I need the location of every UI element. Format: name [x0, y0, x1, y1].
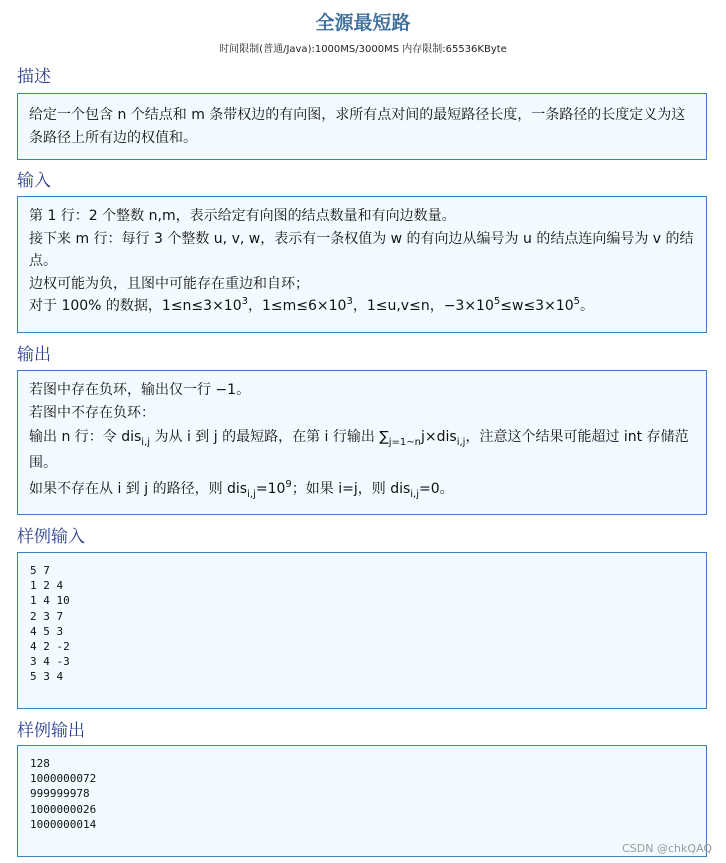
- description-heading: 描述: [17, 67, 51, 87]
- output-line-4: 如果不存在从 i 到 j 的路径，则 $dis_{i,j}=10^9$；如果 i=j，则 dis$_{i,j}$=0。: [29, 479, 454, 500]
- page-title: 全源最短路: [315, 12, 411, 34]
- output-heading: 输出: [17, 345, 51, 365]
- input-constraints: 对于 100% 的数据，$1\le n\le 3\times 10^3$，$1\le m\le 6\times 10^3$，1≤u,v≤n，$-3\times 10^5\le w\le 3\times 10^5$。: [29, 296, 595, 314]
- description-box: [17, 93, 707, 160]
- sample-output-content: 128 1000000072 999999978 1000000026 1000000014: [30, 757, 97, 831]
- watermark: CSDN @chkQAQ: [622, 842, 712, 855]
- input-heading: 输入: [17, 171, 51, 191]
- input-line-2: 接下来 m 行：每行 3 个整数 u, v, w，表示有一条权值为 w 的有向边从编号为 u 的结点连向编号为 v 的结点。: [29, 230, 694, 269]
- output-line-2: 若图中不存在负环：: [29, 404, 155, 421]
- output-line-1: 若图中存在负环，输出仅一行 −1。: [29, 382, 251, 398]
- input-line-1: 第 1 行：2 个整数 n,m，表示给定有向图的结点数量和有向边数量。: [29, 208, 456, 224]
- sample-output-heading: 样例输出: [17, 721, 85, 741]
- sample-input-box: [17, 552, 707, 709]
- description-text: 给定一个包含 n 个结点和 m 条带权边的有向图，求所有点对间的最短路径长度，一条路径的长度定义为这条路径上所有边的权值和。: [29, 107, 686, 146]
- output-line-3: 输出 n 行：令 dis$_{i,j}$ 为从 i 到 j 的最短路，在第 i 行输出 $\sum_{j=1\sim n}j\times dis_{i,j}$，注意这个结果可能超过 int 存储范围。: [29, 429, 689, 471]
- input-line-3: 边权可能为负，且图中可能存在重边和自环；: [29, 275, 309, 292]
- sample-input-heading: 样例输入: [17, 527, 85, 547]
- sample-output-box: [17, 745, 707, 857]
- output-box: [17, 370, 707, 515]
- input-box: [17, 196, 707, 333]
- sample-input-content: 5 7 1 2 4 1 4 10 2 3 7 4 5 3 4 2 -2 3 4 -3 5 3 4: [30, 564, 70, 684]
- limits-line: 时间限制(普通/Java):1000MS/3000MS 内存限制:65536KByte: [219, 44, 507, 55]
